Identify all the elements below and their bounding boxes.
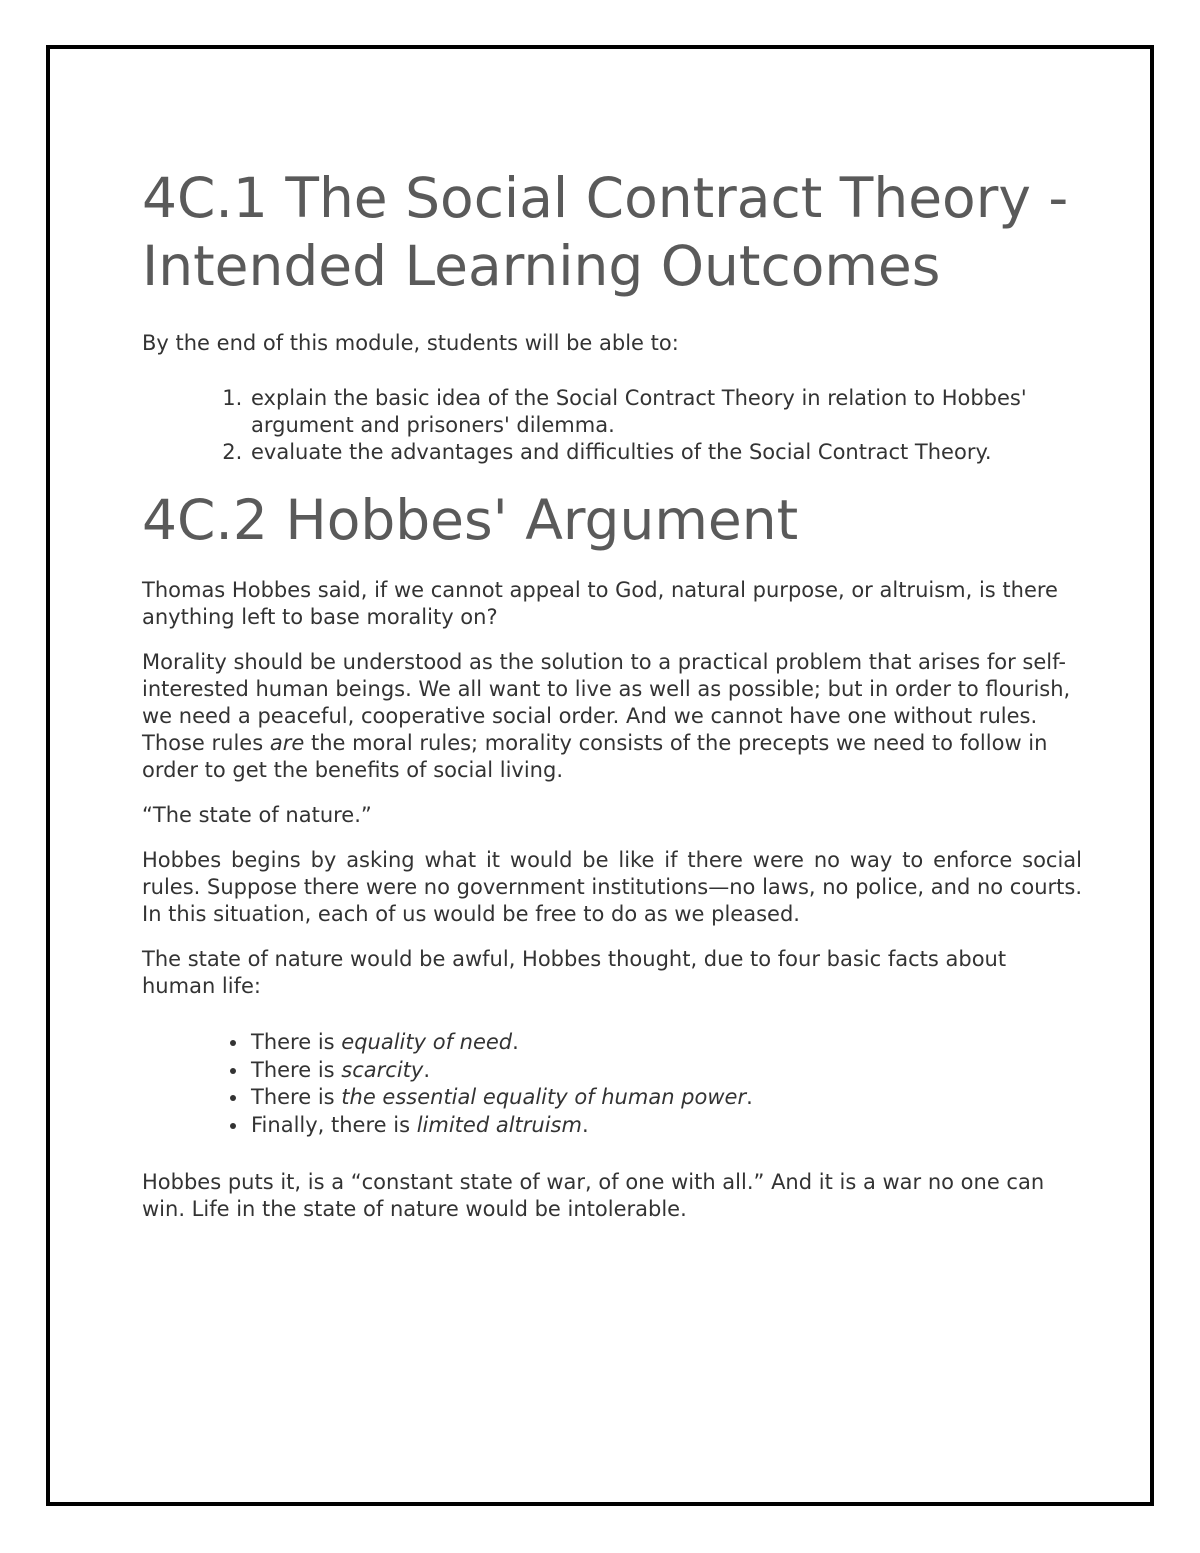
paragraph-state-of-war: Hobbes puts it, is a “constant state of war, of one with all.” And it is a war no one can win. Life in the state of nature would be intolerable. <box>142 1170 1045 1221</box>
fact-item <box>249 1112 1082 1140</box>
fact-suffix: . <box>581 1112 589 1137</box>
fact-item <box>249 1057 1082 1085</box>
section-1-heading: 4C.1 The Social Contract Theory - Intended Learning Outcomes <box>142 166 1069 298</box>
four-facts-list <box>142 1029 1082 1139</box>
fact-item <box>249 1029 1082 1057</box>
fact-prefix: There is <box>251 1085 342 1109</box>
paragraph-four-facts-intro: The state of nature would be awful, Hobbes thought, due to four basic facts about human life: <box>142 947 1007 998</box>
fact-emphasis: limited altruism <box>416 1112 582 1137</box>
paragraph-morality <box>142 649 1082 784</box>
learning-outcome-item: 2. evaluate the advantages and difficulties of the Social Contract Theory. <box>249 439 1082 466</box>
paragraph-state-of-nature-title: “The state of nature.” <box>142 803 372 827</box>
paragraph-state-of-nature: Hobbes begins by asking what it would be like if there were no way to enforce social rules. Suppose there were no government institutions—no laws, no police, and no courts. In this situation, each of us would be free to do as we pleased. <box>142 848 1082 926</box>
paragraph-morality-text-2: the moral rules; morality consists of the precepts we need to follow in order to get the benefits of social living. <box>142 731 1048 782</box>
paragraph-hobbes-question: Thomas Hobbes said, if we cannot appeal to God, natural purpose, or altruism, is there anything left to base morality on? <box>142 578 1058 629</box>
section-2-heading: 4C.2 Hobbes' Argument <box>142 488 799 552</box>
fact-suffix: . <box>746 1085 753 1109</box>
fact-emphasis: equality of need <box>341 1030 513 1054</box>
document-body <box>142 164 1082 1223</box>
fact-emphasis: the essential equality of human power <box>341 1085 747 1109</box>
fact-prefix: Finally, there is <box>251 1112 417 1137</box>
paragraph-morality-text-1: Morality should be understood as the solution to a practical problem that arises for self-interested human beings. We all want to live as well as possible; but in order to flourish, we need a peaceful, cooperative social order. And we cannot have one without rules. Those rules <box>142 650 1071 755</box>
fact-emphasis: scarcity <box>341 1057 424 1082</box>
fact-item <box>249 1084 1082 1112</box>
fact-prefix: There is <box>251 1057 342 1082</box>
fact-prefix: There is <box>251 1030 342 1054</box>
section-1-intro: By the end of this module, students will be able to: <box>142 331 679 355</box>
fact-suffix: . <box>423 1057 430 1082</box>
paragraph-morality-emphasis: are <box>269 731 305 755</box>
learning-outcomes-list <box>142 385 1082 466</box>
learning-outcome-item: 1. explain the basic idea of the Social Contract Theory in relation to Hobbes' argument and prisoners' dilemma. <box>249 385 1082 439</box>
fact-suffix: . <box>512 1030 519 1054</box>
